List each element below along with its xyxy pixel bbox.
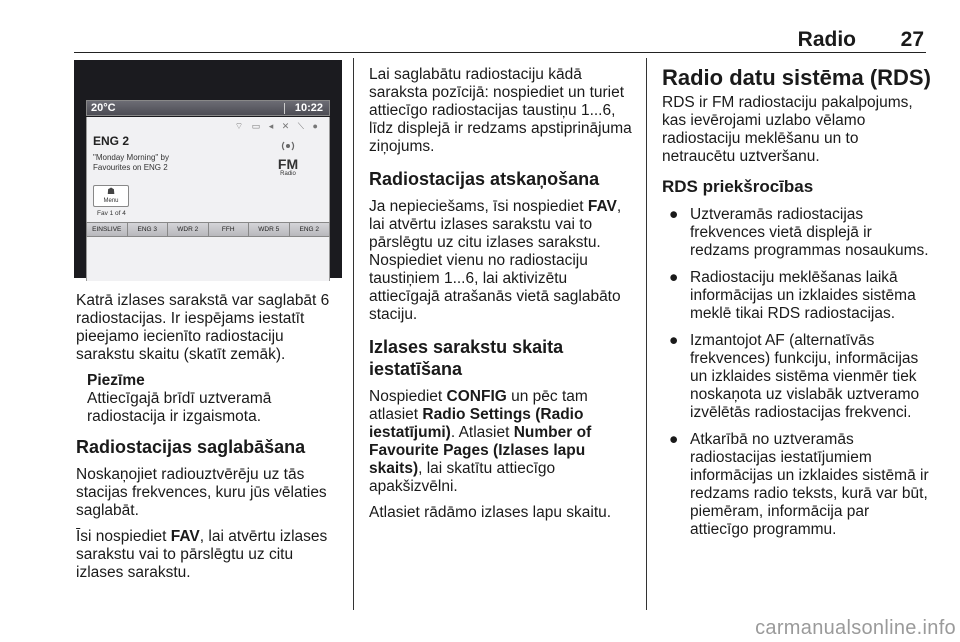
- band-label: FM: [277, 156, 299, 172]
- favourite-count-paragraph: Nospiediet CONFIG un pēc tam atlasiet Radio Settings (Radio iestatījumi). Atlasiet Number of Favourite Pages (Izlases lapu skaits), lai skatītu attiecīgo apakšizvēlni.: [369, 388, 592, 495]
- page-number: 27: [900, 28, 924, 51]
- list-item: ● Izmantojot AF (alternatīvās frekvences) funkciju, informācijas un izklaides sistēma vienmēr tiek noskaņota uz vislabāk uztveramo izvēlētās radiostacijas frekvenci.: [669, 332, 920, 421]
- preset-button[interactable]: EINSLIVE: [87, 223, 128, 236]
- watermark: carmanualsonline.info: [755, 617, 956, 639]
- info-line-2: Favourites on ENG 2: [93, 163, 168, 172]
- preset-button[interactable]: ENG 3: [128, 223, 169, 236]
- column-1: [76, 292, 344, 590]
- fav-key: FAV: [170, 528, 200, 545]
- heading-rds-advantages: RDS priekšrocības: [662, 177, 814, 196]
- band-sublabel: Radio: [280, 171, 296, 177]
- preset-button[interactable]: WDR 2: [168, 223, 209, 236]
- note-title: Piezīme: [87, 372, 145, 389]
- tune-paragraph: Ja nepieciešams, īsi nospiediet FAV, lai atvērtu izlases sarakstu vai to pārslēgtu uz citu izlases sarakstu. Nospiediet vienu no radiostaciju taustiņiem 1...6, lai aktivizētu attiecīgajā atrašanās vietā saglabāto staciju.: [369, 198, 622, 323]
- favourites-page-indicator: Fav 1 of 4: [97, 210, 126, 217]
- bullet-icon: ●: [669, 332, 679, 349]
- column-2: [369, 66, 639, 530]
- antenna-icon: [273, 139, 303, 157]
- note-box: [76, 372, 344, 426]
- save-paragraph-1: Noskaņojiet radiouztvērēju uz tās stacijas frekvences, kuru jūs vēlaties saglabāt.: [76, 466, 327, 519]
- note-text: Attiecīgajā brīdī uztveramā radiostacija ir izgaismota.: [87, 390, 272, 425]
- status-icons: ⌔ ▭ ◂ ✕ ⟍ ●: [234, 121, 321, 131]
- preset-button[interactable]: WDR 5: [249, 223, 290, 236]
- menu-button[interactable]: [93, 185, 129, 207]
- save-paragraph-2: Īsi nospiediet FAV, lai atvērtu izlases sarakstu vai to pārslēgtu uz citu izlases sarakstu.: [76, 528, 328, 581]
- page-header: [74, 26, 926, 52]
- heading-rds: Radio datu sistēma (RDS): [662, 65, 931, 90]
- column-divider-2: [646, 58, 647, 610]
- rds-paragraph: RDS ir FM radiostaciju pakalpojums, kas ievērojami uzlabo vēlamo radiostaciju meklēšanu un to netraucētu uztveršanu.: [662, 94, 913, 165]
- heading-save-station: Radiostacijas saglabāšana: [76, 437, 306, 457]
- heading-tune-station: Radiostacijas atskaņošana: [369, 169, 600, 189]
- band-indicator: [273, 139, 303, 177]
- favourite-count-paragraph-2: Atlasiet rādāmo izlases lapu skaitu.: [369, 504, 612, 521]
- heading-favourite-count: Izlases sarakstu skaita iestatīšana: [369, 337, 564, 379]
- list-item: ● Uztveramās radiostacijas frekvences vietā displejā ir redzams programmas nosaukums.: [669, 206, 929, 259]
- column-3: [662, 66, 932, 548]
- station-info: [93, 153, 203, 173]
- fav-key: FAV: [587, 198, 617, 215]
- info-line-1: "Monday Morning" by: [93, 153, 169, 162]
- bullet-icon: ●: [669, 269, 679, 286]
- config-key: CONFIG: [446, 388, 507, 405]
- temperature-readout: 20°C: [91, 102, 116, 114]
- screen-status-bar: [86, 100, 330, 116]
- bullet-icon: ●: [669, 206, 679, 223]
- header-rule: [74, 52, 926, 53]
- radio-settings-label: Radio Settings (Radio iestatījumi): [369, 406, 584, 441]
- status-separator: [284, 103, 285, 114]
- station-name: ENG 2: [93, 134, 130, 148]
- intro-paragraph: Katrā izlases sarakstā var saglabāt 6 radiostacijas. Ir iespējams iestatīt pieejamo iecienīto radiostaciju sarakstu skaitu (skatīt zemāk).: [76, 292, 330, 363]
- favourite-pages-label: Number of Favourite Pages (Izlases lapu skaits): [369, 424, 592, 477]
- screen-main-area: [86, 117, 330, 281]
- list-item: ● Atkarībā no uztveramās radiostacijas iestatījumiem informācijas un izklaides sistēmā ir redzams radio teksts, kurā var būt, piemēram, informācija par attiecīgo programmu.: [669, 431, 929, 538]
- menu-label: Menu: [103, 198, 119, 204]
- save-continued-paragraph: Lai saglabātu radiostaciju kādā saraksta pozīcijā: nospiediet un turiet attiecīgo radiostacijas taustiņu 1...6, līdz displejā ir redzams apstiprinājuma ziņojums.: [369, 66, 632, 155]
- clock-readout: 10:22: [294, 102, 323, 114]
- section-title: Radio: [797, 28, 856, 51]
- preset-bar: [86, 222, 330, 237]
- bullet-icon: ●: [669, 431, 679, 448]
- list-item: ● Radiostaciju meklēšanas laikā informācijas un izklaides sistēma meklē tikai RDS radiostacijas.: [669, 269, 916, 322]
- preset-button[interactable]: FFH: [209, 223, 250, 236]
- column-divider-1: [353, 58, 354, 610]
- preset-button[interactable]: ENG 2: [299, 226, 319, 233]
- menu-icon: ☗: [106, 186, 116, 196]
- rds-advantages-list: [662, 206, 932, 539]
